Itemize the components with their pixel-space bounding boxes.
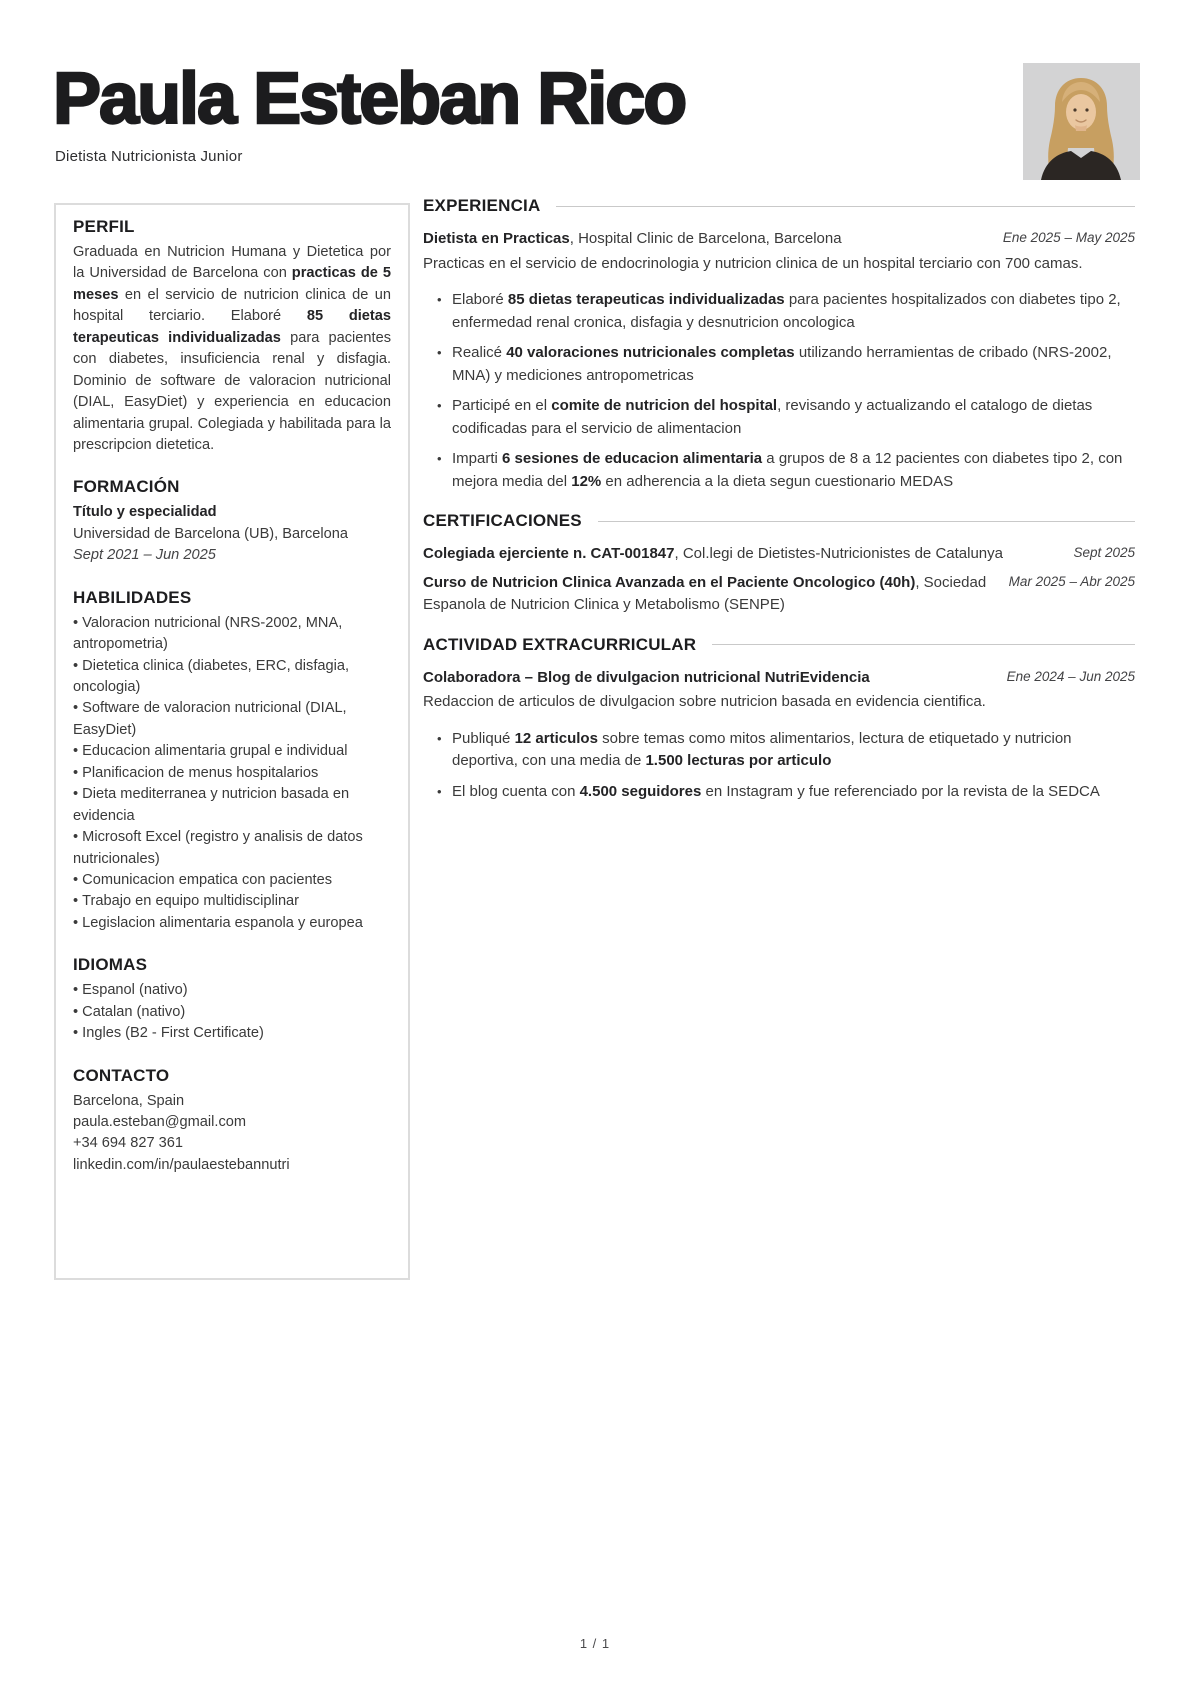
skill-item: • Valoracion nutricional (NRS-2002, MNA, antropometria) [73,613,391,656]
entry-summary: Practicas en el servicio de endocrinologia y nutricion clinica de un hospital terciario con 700 camas. [423,254,1083,272]
bullet-item: • Elaboré 85 dietas terapeuticas individualizadas para pacientes hospitalizados con diabetes tipo 2, enfermedad renal cronica, disfagia y desnutricion oncologica [437,289,1135,334]
habilidades-title: HABILIDADES [73,587,192,607]
entry-date: Ene 2024 – Jun 2025 [1006,668,1135,684]
contact-phone: +34 694 827 361 [73,1135,183,1152]
language-item: • Espanol (nativo) [73,980,391,1001]
activity-entry [423,667,1135,804]
formacion-title: FORMACIÓN [73,477,180,497]
job-title: Dietista Nutricionista Junior [55,148,243,165]
skill-item: • Dieta mediterranea y nutricion basada en evidencia [73,784,391,827]
skill-item: • Comunicacion empatica con pacientes [73,870,391,891]
sidebar-section-habilidades [73,588,391,935]
skill-item: • Dietetica clinica (diabetes, ERC, disfagia, oncologia) [73,656,391,699]
perfil-title: PERFIL [73,217,135,236]
formacion-dates: Sept 2021 – Jun 2025 [73,547,216,564]
entry-heading: Colaboradora – Blog de divulgacion nutricional NutriEvidencia [423,668,870,686]
skill-item: • Educacion alimentaria grupal e individual [73,741,391,762]
page-indicator: 1 / 1 [579,1636,611,1651]
language-item: • Ingles (B2 - First Certificate) [73,1023,391,1044]
sidebar-section-idiomas [73,955,391,1044]
person-name: Paula Esteban Rico [53,59,686,139]
section-certificaciones [423,511,1135,617]
certification-entry [423,572,1135,617]
section-header [423,196,1135,216]
idiomas-title: IDIOMAS [73,955,148,975]
bullet-item: • Participé en el comite de nutricion del hospital, revisando y actualizando el catalogo de dietas codificadas para el servicio de alimentacion [437,395,1135,440]
bullet-item: • Publiqué 12 articulos sobre temas como mitos alimentarios, lectura de etiquetado y nutricion deportiva, con una media de 1.500 lecturas por articulo [437,728,1135,773]
language-item: • Catalan (nativo) [73,1002,391,1023]
entry-date: Ene 2025 – May 2025 [1002,230,1135,245]
main-column [423,196,1135,821]
section-experiencia [423,196,1135,493]
skill-item: • Trabajo en equipo multidisciplinar [73,891,391,912]
activity-bullets [423,728,1135,804]
certificaciones-title: CERTIFICACIONES [423,511,582,530]
section-rule [556,206,1135,207]
entry-head [423,228,1135,251]
entry-head [423,543,1135,566]
skill-item: • Software de valoracion nutricional (DIAL, EasyDiet) [73,698,391,741]
section-rule [712,644,1135,645]
certification-entry [423,543,1135,566]
entry-heading: Curso de Nutricion Clinica Avanzada en el Paciente Oncologico (40h), Sociedad Espanola de Nutricion Clinica y Metabolismo (SENPE) [423,573,987,613]
entry-summary: Redaccion de articulos de divulgacion sobre nutricion basada en evidencia cientifica. [423,693,986,710]
experience-entry [423,228,1135,493]
entry-date: Sept 2025 [1073,545,1135,560]
experience-bullets [423,289,1135,493]
entry-head [423,572,1135,617]
formacion-degree: Título y especialidad [73,504,217,521]
skill-item: • Microsoft Excel (registro y analisis de datos nutricionales) [73,827,391,870]
contacto-title: CONTACTO [73,1065,170,1085]
skill-item: • Legislacion alimentaria espanola y europea [73,913,391,934]
experiencia-title: EXPERIENCIA [423,196,541,215]
skill-item: • Planificacion de menus hospitalarios [73,763,391,784]
sidebar-section-formacion [73,477,391,566]
perfil-paragraph: Graduada en Nutricion Humana y Dietetica por la Universidad de Barcelona con practicas de 5 meses en el servicio de nutricion clinica de un hospital terciario. Elaboré 85 dietas terapeuticas individualizadas para pacientes con diabetes, insuficiencia renal y disfagia. Dominio de software de valoracion nutricional (DIAL, EasyDiet) y experiencia en educacion alimentaria grupal. Colegiada y habilitada para la prescripcion dietetica. [73,244,391,453]
entry-date: Mar 2025 – Abr 2025 [1008,573,1135,589]
bullet-item: • El blog cuenta con 4.500 seguidores en Instagram y fue referenciado por la revista de la SEDCA [437,781,1135,804]
contact-location: Barcelona, Spain [73,1092,185,1109]
section-header [423,635,1135,655]
section-actividad [423,635,1135,804]
section-rule [598,521,1135,522]
bullet-item: • Imparti 6 sesiones de educacion alimentaria a grupos de 8 a 12 pacientes con diabetes tipo 2, con mejora media del 12% en adherencia a la dieta segun cuestionario MEDAS [437,448,1135,493]
entry-head [423,667,1135,690]
entry-heading: Dietista en Practicas, Hospital Clinic de Barcelona, Barcelona [423,230,842,247]
actividad-title: ACTIVIDAD EXTRACURRICULAR [423,634,697,654]
section-header [423,511,1135,531]
entry-heading: Colegiada ejerciente n. CAT-001847, Col.legi de Dietistes-Nutricionistes de Catalunya [423,545,1003,562]
formacion-school: Universidad de Barcelona (UB), Barcelona [73,525,348,542]
profile-photo [1023,63,1140,180]
contact-email: paula.esteban@gmail.com [73,1114,247,1130]
sidebar-section-perfil [73,217,391,456]
bullet-item: • Realicé 40 valoraciones nutricionales completas utilizando herramientas de cribado (NRS-2002, MNA) y mediciones antropometricas [437,342,1135,387]
sidebar-section-contacto [73,1066,391,1177]
sidebar [54,203,410,1280]
contact-linkedin: linkedin.com/in/paulaestebannutri [73,1156,290,1173]
